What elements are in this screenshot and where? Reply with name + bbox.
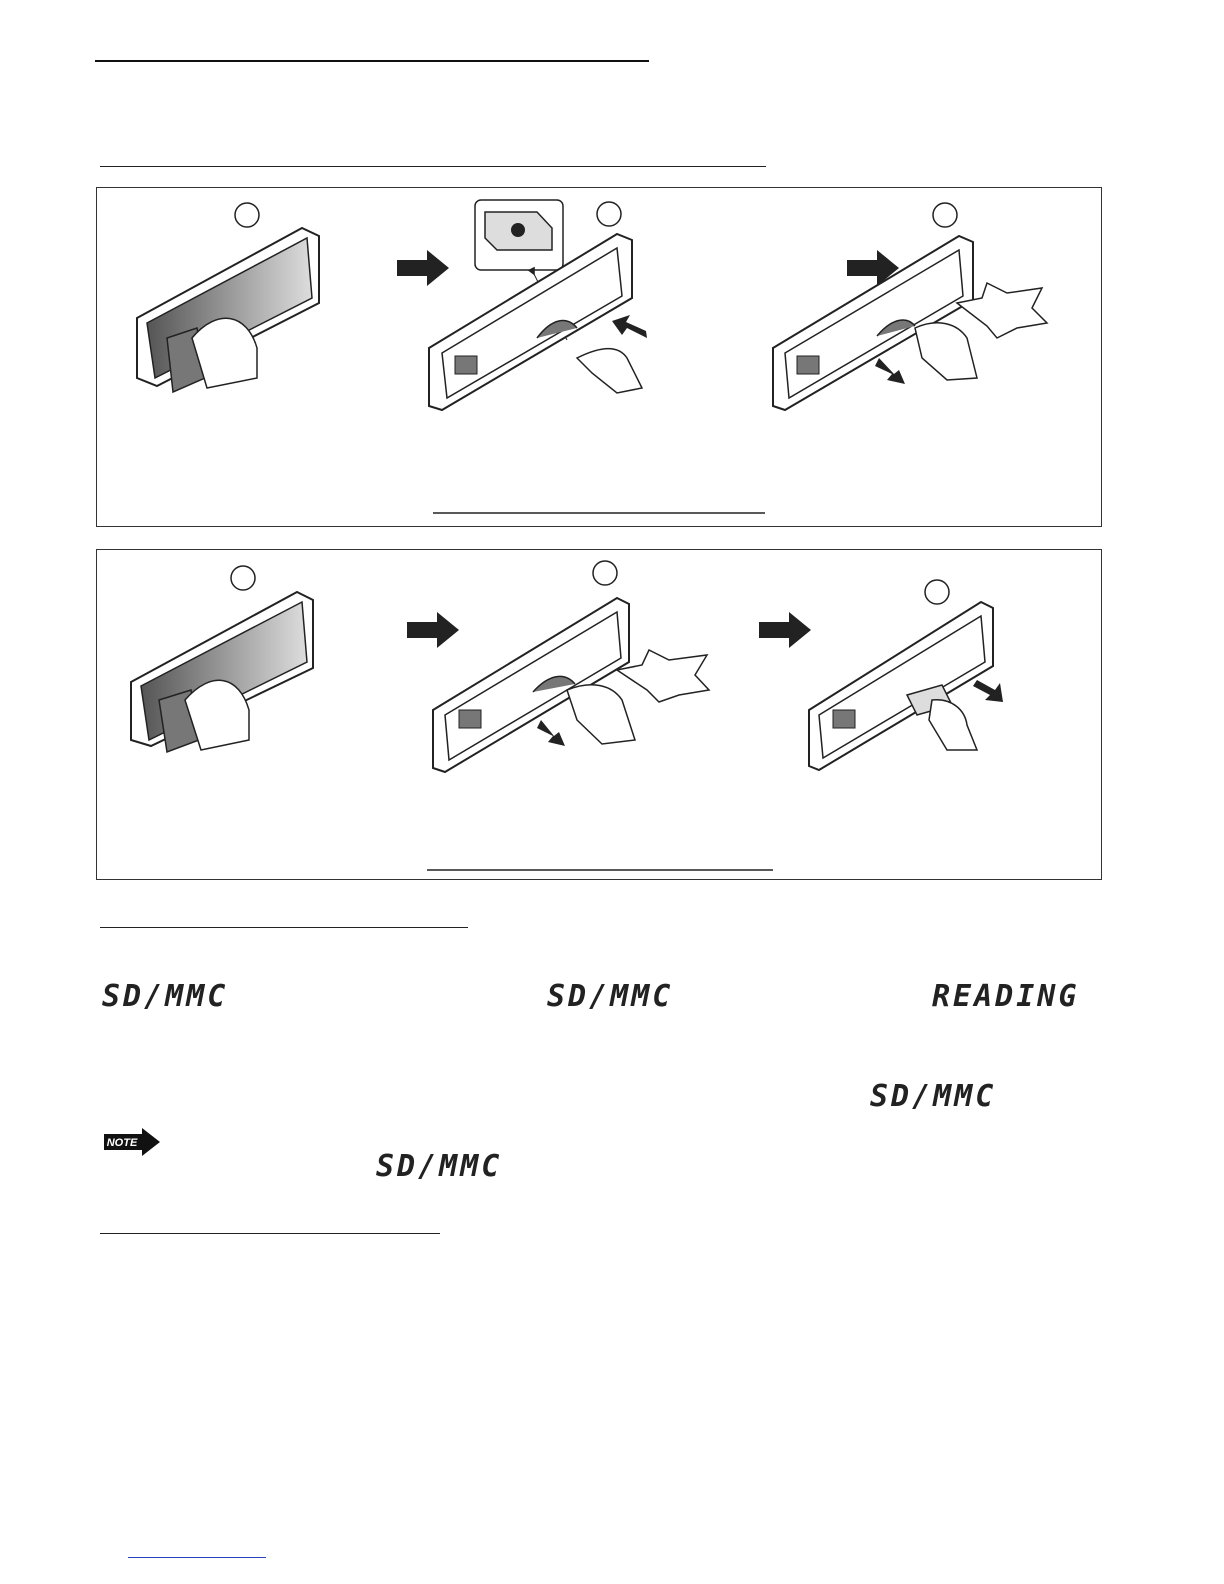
svg-text:NOTE: NOTE [106, 1137, 138, 1149]
section-rule-bottom [100, 1233, 440, 1234]
faceplate-removed-icon [131, 592, 313, 752]
push-arrow-icon [875, 358, 905, 384]
step-1-circle [235, 203, 259, 227]
step-3-circle [933, 203, 957, 227]
note-badge [102, 1128, 162, 1156]
insert-card-illustration [97, 188, 1101, 526]
push-arrow-icon [537, 720, 565, 746]
step-3-circle [925, 580, 949, 604]
hand-push-icon [567, 685, 635, 744]
hand-icon [577, 349, 642, 393]
lcd-sdmmc-4: SD/MMC [376, 1149, 503, 1184]
click-burst-icon [617, 650, 709, 702]
lcd-reading: READING [932, 979, 1080, 1014]
remove-card-illustration [97, 550, 1101, 879]
arrow-right-icon-2 [759, 612, 811, 648]
arrow-right-icon [407, 612, 459, 648]
insert-card-panel [96, 187, 1102, 527]
lcd-sdmmc-2: SD/MMC [547, 979, 674, 1014]
hand-pull-icon [929, 700, 977, 750]
insert-arrow-icon [612, 315, 647, 338]
step-2-circle [597, 202, 621, 226]
lcd-sdmmc-3: SD/MMC [870, 1079, 997, 1114]
arrow-right-icon [397, 250, 449, 286]
section-rule-insert [100, 166, 766, 167]
hand-push-icon [915, 323, 977, 380]
note-arrow-icon [102, 1128, 162, 1156]
section-rule-playback [100, 927, 468, 928]
faceplate-removed-icon [137, 228, 319, 392]
step-1-circle [231, 566, 255, 590]
pull-arrow-icon [973, 680, 1003, 702]
footer-link-underline [128, 1557, 266, 1558]
remove-card-panel [96, 549, 1102, 880]
top-header-rule [95, 60, 649, 62]
lcd-sdmmc-1: SD/MMC [102, 979, 229, 1014]
step-2-circle [593, 561, 617, 585]
